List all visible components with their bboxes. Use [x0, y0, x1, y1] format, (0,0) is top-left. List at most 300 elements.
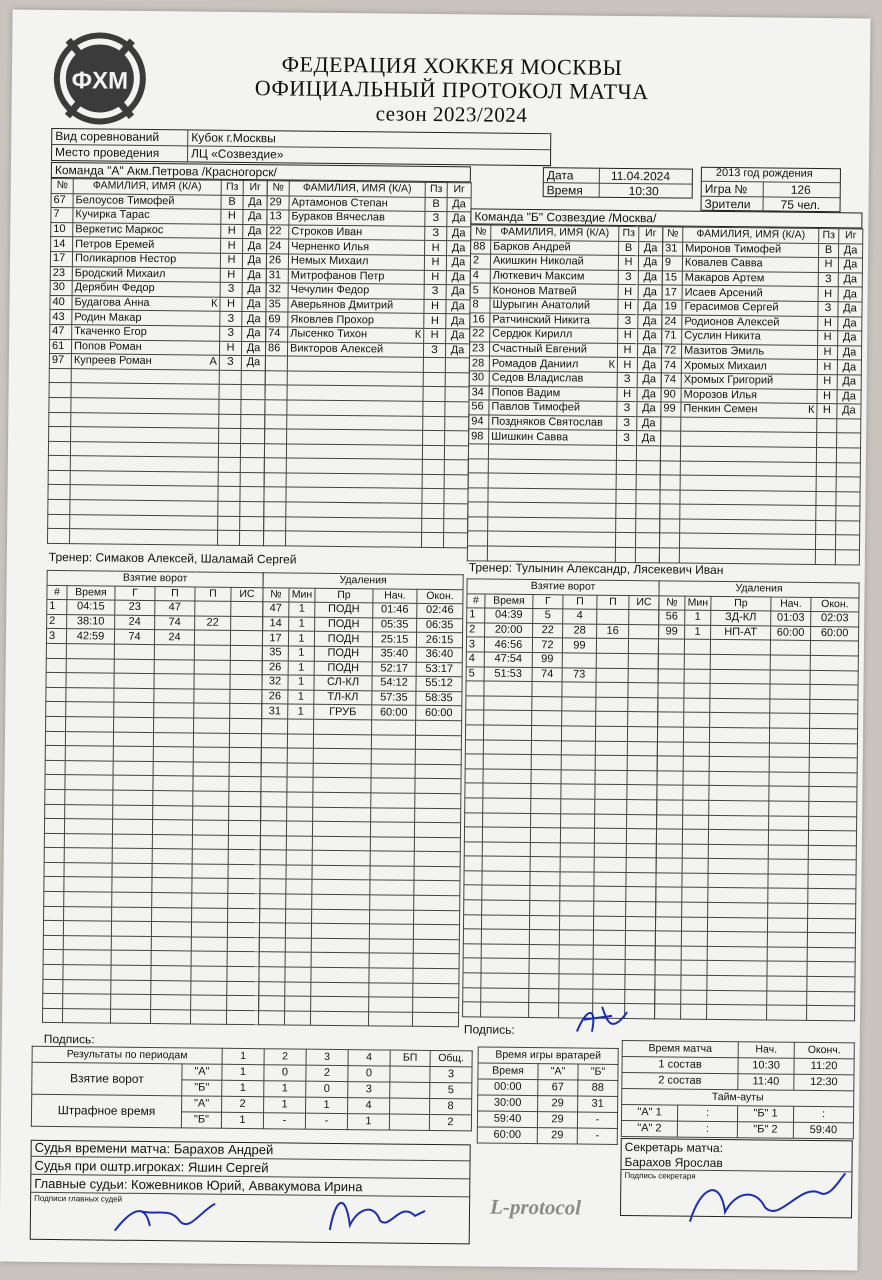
player-played: Да [242, 268, 266, 283]
empty-cell [627, 814, 657, 829]
goals-header-p1: П [155, 586, 195, 601]
player-name-text: Счастный Евгений [491, 342, 587, 356]
player-name-text: Макаров Артем [684, 271, 765, 285]
player-name-text: Суслин Никита [684, 330, 761, 343]
empty-cell [465, 739, 483, 754]
empty-cell [415, 735, 461, 750]
player-name [489, 371, 617, 387]
goalie-cell: - [577, 1112, 617, 1128]
player-number: 24 [662, 314, 682, 329]
empty-cell [218, 487, 240, 502]
time-value: 10:30 [628, 184, 659, 199]
player-played: Да [638, 329, 662, 344]
player-name-text: Митрофанов Петр [290, 269, 385, 283]
empty-cell [150, 1009, 190, 1024]
roster-row [47, 529, 263, 546]
empty-cell [285, 996, 311, 1011]
empty-cell [65, 790, 113, 805]
empty-cell [836, 506, 860, 521]
player-position: З [423, 343, 445, 358]
empty-cell [562, 697, 596, 712]
player-position: З [617, 402, 637, 417]
empty-cell [465, 812, 483, 827]
empty-cell [260, 865, 286, 880]
goals-header-is: ИС [231, 587, 263, 602]
empty-cell [658, 712, 684, 727]
penalty-min: 1 [685, 610, 711, 625]
goal-is [230, 631, 262, 646]
empty-cell [151, 922, 191, 937]
roster-header-name: ФАМИЛИЯ, ИМЯ (К/А) [683, 227, 819, 243]
empty-cell [264, 487, 286, 502]
venue-label: Место проведения [55, 144, 160, 161]
empty-cell [42, 1008, 62, 1023]
goal-p1: 24 [154, 630, 194, 645]
empty-cell [264, 502, 286, 517]
empty-cell [230, 689, 262, 704]
empty-cell [468, 502, 488, 517]
player-name-text: Хромых Григорий [683, 373, 774, 387]
goal-p2 [596, 653, 628, 668]
empty-cell [264, 458, 286, 473]
team-a-coach-label: Тренер: [48, 549, 93, 565]
empty-cell [809, 743, 857, 758]
empty-cell [529, 974, 559, 989]
empty-cell [767, 918, 807, 933]
empty-cell [655, 975, 681, 990]
empty-cell [562, 682, 596, 697]
empty-cell [64, 906, 112, 921]
date-label: Дата [546, 168, 574, 183]
empty-cell [192, 893, 228, 908]
player-position: З [617, 416, 637, 431]
goal-g: 5 [533, 609, 563, 624]
penalty-reason: ПОДН [314, 661, 372, 676]
empty-cell [43, 921, 63, 936]
empty-cell [265, 385, 287, 400]
empty-cell [488, 502, 616, 518]
empty-cell [594, 843, 626, 858]
empty-cell [463, 944, 481, 959]
goals-header-g: Г [115, 586, 155, 601]
empty-cell [483, 740, 531, 755]
empty-cell [655, 916, 681, 931]
empty-cell [481, 958, 529, 973]
empty-cell [483, 754, 531, 769]
empty-cell [560, 886, 594, 901]
period-value: 1 [264, 1081, 306, 1097]
player-played: Да [241, 341, 265, 356]
empty-cell [194, 674, 230, 689]
empty-cell [660, 446, 680, 461]
empty-cell [816, 447, 836, 462]
empty-cell [810, 670, 858, 685]
empty-cell [657, 814, 683, 829]
player-played: Да [638, 270, 662, 285]
player-name [490, 283, 618, 299]
empty-cell [62, 1008, 110, 1023]
period-col-1: 2 [264, 1049, 306, 1065]
empty-cell [239, 531, 263, 546]
empty-cell [370, 880, 414, 895]
period-value [390, 1098, 430, 1114]
period-value: - [263, 1113, 305, 1129]
goals-header-p2: П [195, 587, 231, 602]
empty-cell [768, 874, 808, 889]
team-a-roster-left [47, 178, 268, 546]
empty-cell [660, 504, 680, 519]
player-played: Да [242, 326, 266, 341]
goal-n: 3 [466, 637, 484, 652]
empty-cell [44, 877, 64, 892]
empty-cell [560, 828, 594, 843]
empty-cell [463, 958, 481, 973]
goal-n: 2 [467, 623, 485, 638]
player-name [288, 312, 424, 328]
empty-cell [194, 645, 230, 660]
empty-cell [219, 385, 241, 400]
empty-cell [371, 764, 415, 779]
empty-cell [287, 400, 423, 416]
goal-is [628, 668, 658, 683]
empty-cell [626, 887, 656, 902]
empty-cell [64, 877, 112, 892]
player-name [491, 240, 619, 256]
player-position: Н [618, 256, 638, 271]
player-name-text: Пенкин Семен [683, 403, 758, 416]
empty-cell [111, 951, 151, 966]
empty-cell [153, 790, 193, 805]
empty-cell [683, 800, 709, 815]
empty-cell [240, 458, 264, 473]
penalty-end: 36:40 [416, 647, 462, 662]
empty-cell [707, 990, 767, 1005]
period-group-label: Взятие ворот [32, 1062, 182, 1096]
empty-cell [191, 966, 227, 981]
empty-cell [593, 974, 625, 989]
penalty-num: 32 [262, 675, 288, 690]
empty-cell [709, 757, 769, 772]
period-value: 2 [306, 1065, 348, 1081]
empty-cell [815, 535, 835, 550]
player-played: Да [637, 373, 661, 388]
player-position: Н [817, 389, 837, 404]
empty-cell [635, 533, 659, 548]
empty-cell [285, 531, 421, 547]
empty-cell [414, 822, 460, 837]
match-time-end-label: Оконч. [794, 1042, 854, 1059]
player-name [72, 310, 220, 326]
empty-cell [154, 645, 194, 660]
empty-cell [767, 1005, 807, 1020]
period-value: 0 [348, 1066, 390, 1082]
empty-cell [529, 944, 559, 959]
empty-cell [219, 414, 241, 429]
penalty-start: 54:12 [372, 676, 416, 691]
empty-cell [260, 835, 286, 850]
goal-n: 3 [46, 629, 66, 644]
empty-cell [49, 427, 71, 442]
empty-cell [219, 428, 241, 443]
player-played: Да [447, 197, 471, 212]
empty-cell [770, 684, 810, 699]
empty-cell [767, 947, 807, 962]
penalties-header-num: № [263, 587, 289, 602]
empty-cell [464, 885, 482, 900]
empty-cell [230, 675, 262, 690]
goals-header-is: ИС [629, 595, 659, 610]
player-played: Да [242, 312, 266, 327]
empty-cell [808, 845, 856, 860]
team-a-goals-table [42, 570, 264, 1026]
empty-cell [259, 967, 285, 982]
goal-p2 [596, 668, 628, 683]
player-name [288, 269, 424, 285]
empty-cell [626, 829, 656, 844]
empty-cell [465, 798, 483, 813]
penalty-min: 1 [685, 625, 711, 640]
player-position: З [424, 285, 446, 300]
empty-cell [807, 947, 855, 962]
player-position: В [619, 241, 639, 256]
empty-cell [111, 965, 151, 980]
player-name-text: Кононов Матвей [492, 284, 577, 298]
empty-cell [656, 844, 682, 859]
player-name [288, 283, 424, 299]
player-played: Да [243, 195, 267, 210]
player-played: Да [445, 343, 469, 358]
goal-n: 4 [466, 652, 484, 667]
empty-cell [286, 836, 312, 851]
empty-cell [595, 799, 627, 814]
empty-cell [561, 813, 595, 828]
empty-cell [371, 778, 415, 793]
empty-cell [153, 805, 193, 820]
player-name [72, 266, 220, 282]
team-a-label: Команда "А" Акм.Петрова /Красногорск/ [54, 162, 277, 180]
player-number: 19 [662, 300, 682, 315]
empty-cell [261, 806, 287, 821]
empty-cell [191, 995, 227, 1010]
penalty-reason: ПОДН [314, 632, 372, 647]
player-number: 72 [661, 344, 681, 359]
empty-cell [530, 842, 560, 857]
player-number: 71 [662, 329, 682, 344]
empty-cell [680, 490, 816, 506]
empty-cell [627, 756, 657, 771]
empty-cell [414, 852, 460, 867]
empty-cell [709, 800, 769, 815]
player-name [72, 281, 220, 297]
player-number: 5 [470, 283, 490, 298]
penalty-end: 02:46 [417, 603, 463, 618]
penalty-num: 26 [262, 660, 288, 675]
empty-cell [194, 718, 230, 733]
penalty-reason: ТЛ-КЛ [314, 690, 372, 705]
empty-cell [46, 673, 66, 688]
roster-header-played: Иг [839, 229, 863, 244]
empty-cell [193, 747, 229, 762]
empty-cell [468, 444, 488, 459]
empty-cell [817, 433, 837, 448]
empty-cell [151, 980, 191, 995]
team-b-coach [469, 560, 724, 577]
goal-row [467, 608, 659, 625]
goal-g: 22 [533, 623, 563, 638]
empty-cell [312, 894, 370, 909]
empty-cell [151, 995, 191, 1010]
empty-cell [227, 923, 259, 938]
l-protocol-watermark: L-protocol [489, 1194, 582, 1220]
empty-cell [708, 859, 768, 874]
team-b-signature-label: Подпись: [463, 1022, 515, 1037]
player-name [289, 210, 425, 226]
empty-cell [313, 734, 371, 749]
player-position: В [221, 195, 243, 210]
empty-cell [240, 502, 264, 517]
goalie-title-row [478, 1047, 618, 1064]
empty-cell [684, 639, 710, 654]
goal-row [466, 652, 658, 669]
empty-cell [153, 732, 193, 747]
empty-cell [218, 516, 240, 531]
player-played: Да [638, 256, 662, 271]
empty-cell [488, 444, 616, 460]
empty-cell [192, 878, 228, 893]
player-number: 4 [470, 269, 490, 284]
empty-cell [228, 850, 260, 865]
empty-cell [681, 975, 707, 990]
player-played: Да [446, 270, 470, 285]
goalie-time-title: Время игры вратарей [478, 1047, 618, 1064]
empty-cell [658, 668, 684, 683]
player-name-text: Шишкин Савва [491, 430, 569, 443]
empty-cell [562, 711, 596, 726]
empty-cell [218, 443, 240, 458]
empty-cell [768, 859, 808, 874]
goal-row [466, 637, 658, 654]
empty-cell [616, 504, 636, 519]
empty-cell [66, 658, 114, 673]
empty-cell [241, 399, 265, 414]
empty-cell [594, 872, 626, 887]
player-played: Да [837, 360, 861, 375]
goalie-header-1: "А" [538, 1064, 578, 1080]
empty-cell [816, 477, 836, 492]
empty-cell [770, 670, 810, 685]
player-name [681, 344, 817, 360]
player-name [71, 354, 219, 370]
player-number: 98 [469, 429, 489, 444]
player-played: Да [242, 297, 266, 312]
player-played: Да [638, 285, 662, 300]
empty-cell [261, 733, 287, 748]
period-value [389, 1114, 429, 1130]
empty-cell [625, 916, 655, 931]
empty-cell [192, 849, 228, 864]
empty-cell [311, 938, 369, 953]
empty-cell [681, 917, 707, 932]
player-number: 7 [51, 208, 73, 223]
player-position: Н [220, 268, 242, 283]
empty-cell [683, 785, 709, 800]
empty-cell [808, 860, 856, 875]
empty-cell [679, 534, 815, 550]
player-name [681, 373, 817, 389]
empty-cell [680, 446, 816, 462]
empty-cell [488, 473, 616, 489]
empty-cell [311, 982, 369, 997]
period-value: - [305, 1113, 347, 1129]
empty-cell [681, 431, 817, 447]
player-number: 10 [51, 222, 73, 237]
timeout-a-val: : [677, 1121, 737, 1138]
empty-cell [770, 655, 810, 670]
empty-cell [64, 863, 112, 878]
empty-cell [287, 733, 313, 748]
empty-cell [770, 640, 810, 655]
empty-cell [261, 748, 287, 763]
goal-time: 04:15 [67, 600, 115, 615]
empty-cell [767, 991, 807, 1006]
player-played: Да [447, 241, 471, 256]
empty-cell [49, 412, 71, 427]
player-number: 88 [471, 239, 491, 254]
empty-cell [561, 740, 595, 755]
penalty-num: 14 [263, 616, 289, 631]
empty-cell [311, 923, 369, 938]
empty-cell [70, 500, 218, 516]
empty-cell [465, 754, 483, 769]
empty-cell [464, 900, 482, 915]
empty-cell [530, 857, 560, 872]
player-name-text: Мазитов Эмиль [683, 344, 765, 358]
secretary-sign-label: Подпись секретаря [624, 1171, 696, 1181]
player-position: Н [818, 287, 838, 302]
empty-cell [313, 778, 371, 793]
empty-cell [708, 902, 768, 917]
empty-cell [414, 881, 460, 896]
empty-cell [683, 742, 709, 757]
player-name-text: Ромадов Даниил [491, 357, 579, 371]
empty-cell [810, 714, 858, 729]
goal-n: 2 [47, 614, 67, 629]
penalty-num: 56 [659, 610, 685, 625]
player-name-text: Немых Михаил [290, 254, 369, 268]
player-number: 23 [50, 266, 72, 281]
empty-cell [370, 837, 414, 852]
spectators-label: Зрители [704, 196, 751, 212]
player-position: Н [425, 241, 447, 256]
empty-cell [311, 996, 369, 1011]
period-value: 1 [222, 1080, 264, 1096]
player-played: Да [637, 431, 661, 446]
player-name [490, 269, 618, 285]
player-name [490, 254, 618, 270]
player-number: 67 [51, 193, 73, 208]
empty-cell [655, 989, 681, 1004]
empty-cell [810, 685, 858, 700]
goalie-cell: 30:00 [478, 1095, 538, 1112]
player-name-text: Ратчинский Никита [492, 313, 590, 327]
player-position: Н [424, 314, 446, 329]
penalty-end: 53:17 [416, 662, 462, 677]
player-name [288, 298, 424, 314]
goal-p2: 16 [597, 624, 629, 639]
empty-cell [466, 710, 484, 725]
player-position: Н [424, 270, 446, 285]
penalty-num: 31 [262, 704, 288, 719]
